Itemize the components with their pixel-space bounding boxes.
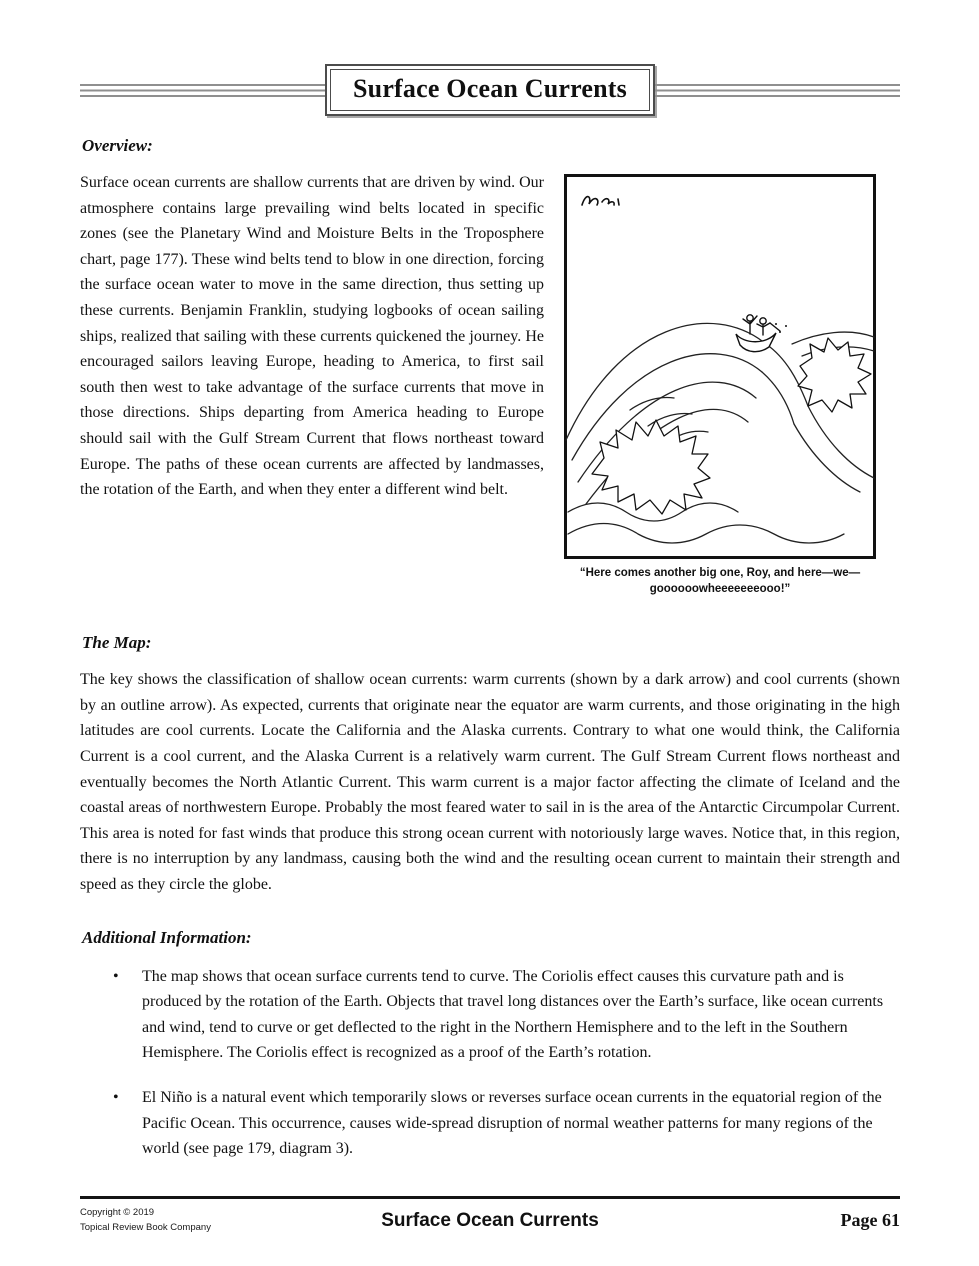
- cartoon-caption-line1: “Here comes another big one, Roy, and here—we—: [579, 567, 861, 579]
- additional-information-heading: Additional Information:: [82, 927, 252, 947]
- decorative-lines-left: [80, 84, 325, 97]
- bullet-marker: •: [113, 967, 119, 985]
- page-footer: [80, 1196, 900, 1235]
- title-banner: [80, 64, 900, 116]
- bullet-text-coriolis: The map shows that ocean surface currents tend to curve. The Coriolis effect causes this curvature path and is produced by the rotation of the Earth. Objects that travel long distances over the Earth’s surface, like ocean currents and wind, tend to curve or get deflected to the right in the Northern Hemisphere and to the left in the Southern Hemisphere. The Coriolis effect is recognized as a proof of the Earth’s rotation.: [142, 967, 884, 1062]
- overview-paragraph: Surface ocean currents are shallow currents that are driven by wind. Our atmosphere contains large prevailing wind belts located in specific zones (see the Planetary Wind and Moisture Belts in the Troposphere chart, page 177). These wind belts tend to blow in one direction, forcing the surface ocean water to move in the same direction, thus setting up these currents. Benjamin Franklin, studying logbooks of ocean sailing ships, realized that sailing with these currents quickened the journey. He encouraged sailors leaving Europe, heading to America, to first sail south then west to take advantage of the surface currents that move in those directions. Ships departing from America heading to Europe should sail with the Gulf Stream Current that flows northeast toward Europe. The paths of these ocean currents are affected by landmasses, the rotation of the Earth, and when they enter a different wind belt.: [80, 174, 544, 499]
- footer-copyright-line2: Topical Review Book Company: [80, 1221, 211, 1233]
- list-item: [80, 964, 897, 1066]
- cartoon-figure: [564, 174, 876, 597]
- page-body: [80, 136, 900, 1162]
- page-title-box: [325, 64, 655, 116]
- map-paragraph: The key shows the classification of shallow ocean currents: warm currents (shown by a dark arrow) and cool currents (shown by an outline arrow). As expected, currents that originate near the equator are warm currents, and those originating in the high latitudes are cool currents. Locate the California and the Alaska currents. Contrary to what one would think, the California Current is a cool current, and the Alaska Current is a relatively warm current. The Gulf Stream Current flows northeast and eventually becomes the North Atlantic Current. This warm current is a major factor affecting the climate of Iceland and the coastal areas of northwestern Europe. Probably the most feared water to sail in is the area of the Antarctic Circumpolar Current. This area is noted for fast winds that produce this strong ocean current with notoriously large waves. Notice that, in this region, there is no interruption by any landmass, causing both the wind and the resulting ocean current to maintain their strength and speed as they circle the globe.: [80, 671, 900, 893]
- cartoon-caption: [564, 565, 876, 597]
- cartoon-image: [564, 174, 876, 559]
- decorative-lines-right: [655, 84, 900, 97]
- footer-page-number: Page 61: [840, 1210, 900, 1231]
- page-title-inner-frame: [330, 69, 650, 111]
- footer-title: Surface Ocean Currents: [381, 1209, 599, 1231]
- overview-heading: Overview:: [82, 136, 153, 155]
- list-item: [80, 1085, 897, 1162]
- footer-copyright-line1: Copyright © 2019: [80, 1207, 155, 1218]
- overview-section: [80, 136, 900, 596]
- map-heading: The Map:: [82, 633, 152, 653]
- additional-information-list: [80, 964, 900, 1162]
- cartoon-caption-line2: goooooowheeeeeeeooo!”: [649, 583, 791, 596]
- bullet-text-el-nino: El Niño is a natural event which temporarily slows or reverses surface ocean currents in the equatorial region of the Pacific Ocean. This occurrence, causes wide-spread disruption of normal weather patterns for many regions of the world (see page 179, diagram 3).: [142, 1088, 882, 1158]
- footer-copyright: [80, 1206, 211, 1235]
- page-title: Surface Ocean Currents: [353, 74, 627, 103]
- bullet-marker: •: [113, 1088, 119, 1106]
- additional-information-section: [80, 898, 900, 1162]
- map-section: [80, 605, 900, 897]
